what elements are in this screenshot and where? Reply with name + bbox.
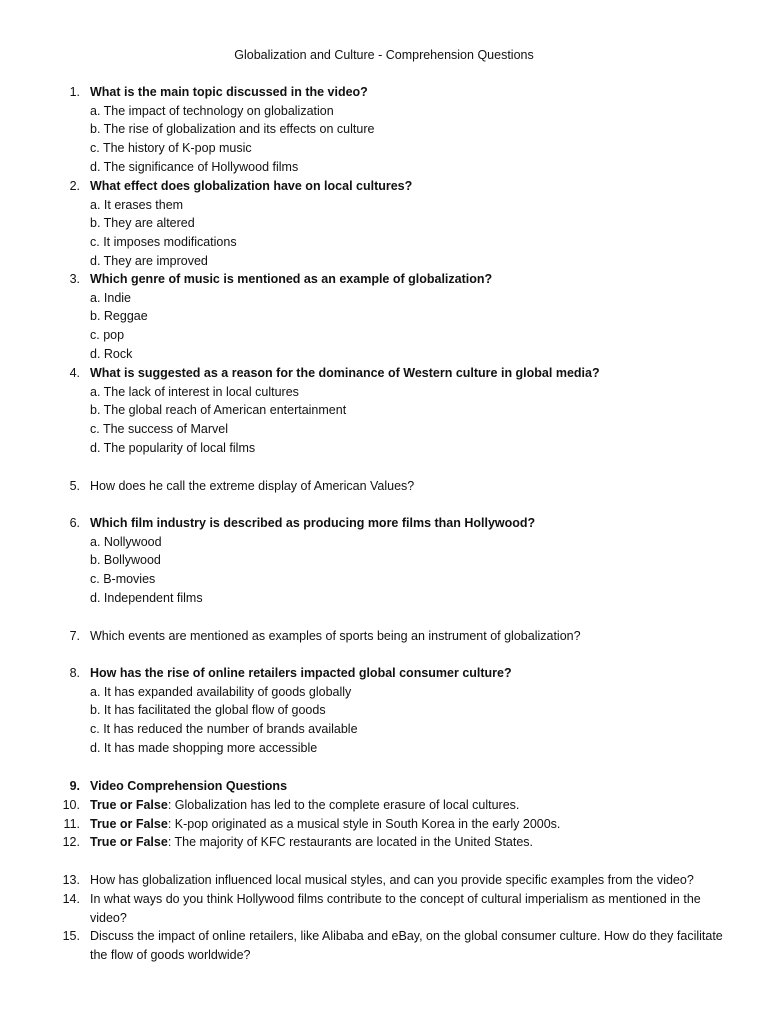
question-number: 4. [69, 366, 80, 380]
question-10 [0, 796, 768, 815]
section-heading: Video Comprehension Questions [90, 779, 288, 793]
true-false-label: True or False [90, 835, 168, 849]
question-13 [0, 871, 768, 890]
question-number: 15. [62, 929, 80, 943]
question-6 [0, 514, 768, 607]
question-text: What effect does globalization have on local cultures? [90, 179, 413, 193]
answer-option: d. Rock [90, 346, 133, 361]
question-number: 5. [69, 479, 80, 493]
question-number: 10. [62, 798, 80, 812]
question-number: 3. [69, 272, 80, 286]
question-3 [0, 270, 768, 363]
question-text: Which genre of music is mentioned as an example of globalization? [90, 272, 493, 286]
answer-option: d. The significance of Hollywood films [90, 159, 299, 174]
answer-option: b. The global reach of American entertainment [90, 403, 347, 418]
question-8 [0, 664, 768, 757]
question-5 [0, 477, 768, 496]
answer-option: d. Independent films [90, 590, 203, 605]
question-text: Which events are mentioned as examples of sports being an instrument of globalization? [90, 629, 581, 643]
question-text: What is the main topic discussed in the video? [90, 85, 368, 99]
answer-option: c. pop [90, 328, 125, 343]
answer-option: a. It erases them [90, 197, 184, 212]
true-false-label: True or False [90, 817, 168, 831]
question-text: What is suggested as a reason for the dominance of Western culture in global media? [90, 366, 600, 380]
question-text: How does he call the extreme display of American Values? [90, 479, 415, 493]
question-text: In what ways do you think Hollywood films contribute to the concept of cultural imperialism as mentioned in the video? [90, 892, 701, 925]
question-number: 14. [62, 892, 80, 906]
answer-option: a. The lack of interest in local cultures [90, 384, 299, 399]
question-4 [0, 364, 768, 457]
question-number: 1. [69, 85, 80, 99]
question-text: Which film industry is described as producing more films than Hollywood? [90, 516, 536, 530]
answer-option: c. It has reduced the number of brands available [90, 722, 358, 737]
question-number: 9. [69, 779, 80, 793]
question-7 [0, 627, 768, 646]
page-title: Globalization and Culture - Comprehension Questions [234, 48, 534, 62]
question-text: Discuss the impact of online retailers, like Alibaba and eBay, on the global consumer culture. How do they facilitate the flow of goods worldwide? [90, 929, 723, 962]
answer-option: c. B-movies [90, 572, 156, 587]
answer-option: b. Bollywood [90, 553, 161, 568]
question-number: 2. [69, 179, 80, 193]
answer-option: d. It has made shopping more accessible [90, 740, 318, 755]
question-number: 8. [69, 666, 80, 680]
answer-option: b. It has facilitated the global flow of goods [90, 703, 326, 718]
answer-option: c. The success of Marvel [90, 422, 229, 437]
answer-option: a. The impact of technology on globalization [90, 103, 334, 118]
answer-option: b. Reggae [90, 309, 148, 324]
answer-option: a. It has expanded availability of goods globally [90, 684, 352, 699]
question-12 [0, 833, 768, 852]
answer-option: a. Indie [90, 290, 132, 305]
question-11 [0, 815, 768, 834]
question-2 [0, 177, 768, 270]
question-text: : K-pop originated as a musical style in South Korea in the early 2000s. [167, 817, 561, 831]
question-number: 12. [62, 835, 80, 849]
question-text: : The majority of KFC restaurants are located in the United States. [167, 835, 534, 849]
answer-option: b. They are altered [90, 216, 195, 231]
question-text: How has the rise of online retailers impacted global consumer culture? [90, 666, 512, 680]
question-number: 6. [69, 516, 80, 530]
question-9 [0, 777, 768, 796]
question-text: : Globalization has led to the complete erasure of local cultures. [167, 798, 520, 812]
question-number: 13. [62, 873, 80, 887]
true-false-label: True or False [90, 798, 168, 812]
question-text: How has globalization influenced local musical styles, and can you provide specific examples from the video? [90, 873, 694, 887]
question-14 [0, 890, 768, 927]
question-number: 11. [63, 817, 80, 831]
question-number: 7. [69, 629, 80, 643]
answer-option: c. The history of K-pop music [90, 141, 252, 156]
question-15 [0, 927, 768, 964]
answer-option: d. The popularity of local films [90, 440, 256, 455]
answer-option: d. They are improved [90, 253, 208, 268]
answer-option: a. Nollywood [90, 534, 162, 549]
answer-option: c. It imposes modifications [90, 235, 237, 250]
answer-option: b. The rise of globalization and its effects on culture [90, 122, 375, 137]
question-1 [0, 83, 768, 176]
